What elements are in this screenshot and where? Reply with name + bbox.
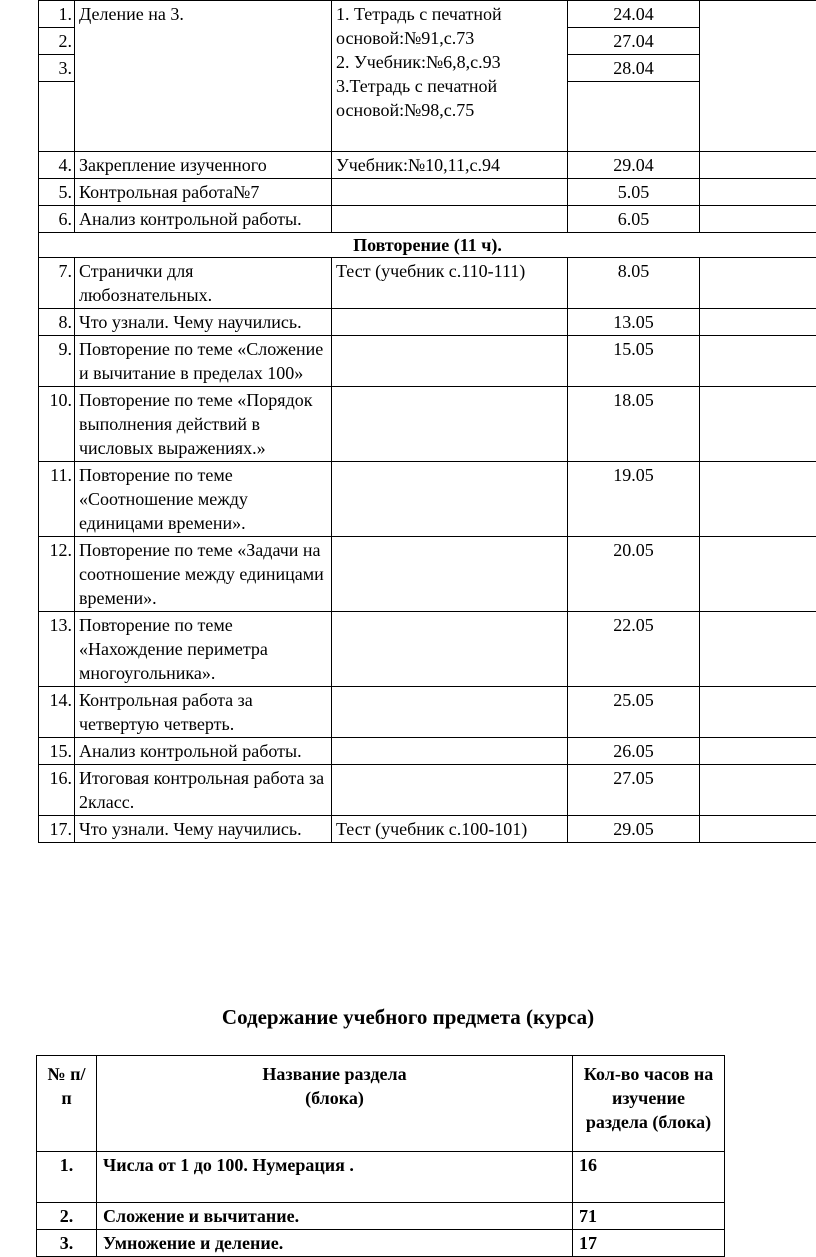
lesson-material: Тест (учебник с.110-111)	[332, 258, 568, 309]
lesson-material	[332, 462, 568, 537]
table-row	[39, 336, 816, 387]
plan-rows-repetition	[39, 258, 816, 843]
header-hours: Кол-во часов на изучение раздела (блока)	[573, 1056, 725, 1152]
lesson-material	[332, 309, 568, 336]
section-title: Повторение (11 ч).	[39, 233, 816, 258]
row-number: 6.	[39, 206, 75, 233]
lesson-date: 29.05	[568, 816, 700, 843]
table-row	[39, 152, 816, 179]
lesson-material: Тест (учебник с.100-101)	[332, 816, 568, 843]
notes-cell	[700, 336, 816, 387]
lesson-date: 8.05	[568, 258, 700, 309]
row-number: 5.	[39, 179, 75, 206]
row-number: 1.	[37, 1152, 97, 1203]
lesson-date: 27.04	[568, 28, 700, 55]
row-number: 3.	[39, 55, 75, 82]
lesson-material	[332, 738, 568, 765]
lesson-date: 13.05	[568, 309, 700, 336]
material-line: 1. Тетрадь с печатной основой:№91,с.73	[336, 4, 502, 48]
table-row	[39, 462, 816, 537]
lesson-topic: Повторение по теме «Сложение и вычитание в пределах 100»	[75, 336, 332, 387]
lesson-topic: Повторение по теме «Порядок выполнения действий в числовых выражениях.»	[75, 387, 332, 462]
notes-cell	[700, 152, 816, 179]
lesson-date: 6.05	[568, 206, 700, 233]
lesson-material	[332, 765, 568, 816]
lesson-topic: Деление на 3.	[75, 1, 332, 152]
lesson-date: 18.05	[568, 387, 700, 462]
table-row	[39, 765, 816, 816]
lesson-date: 27.05	[568, 765, 700, 816]
table-row	[39, 687, 816, 738]
section-name: Умножение и деление.	[97, 1230, 573, 1257]
section-hours: 17	[573, 1230, 725, 1257]
table-row	[39, 206, 816, 233]
row-number: 2.	[37, 1203, 97, 1230]
table-row	[39, 612, 816, 687]
notes-cell	[700, 206, 816, 233]
notes-cell	[700, 738, 816, 765]
section-hours: 16	[573, 1152, 725, 1203]
notes-cell	[700, 612, 816, 687]
row-number: 8.	[39, 309, 75, 336]
lesson-date: 29.04	[568, 152, 700, 179]
lesson-date: 25.05	[568, 687, 700, 738]
table-row	[39, 387, 816, 462]
lesson-material	[332, 336, 568, 387]
header-num: № п/п	[37, 1056, 97, 1152]
header-row	[37, 1056, 725, 1152]
row-number: 14.	[39, 687, 75, 738]
lesson-date: 26.05	[568, 738, 700, 765]
table-row	[39, 309, 816, 336]
section-row	[39, 233, 816, 258]
header-section-name: Название раздела (блока)	[97, 1056, 573, 1152]
lesson-topic: Анализ контрольной работы.	[75, 738, 332, 765]
notes-cell	[700, 687, 816, 738]
row-number: 10.	[39, 387, 75, 462]
table-row	[37, 1230, 725, 1257]
notes-cell	[700, 1, 816, 152]
lesson-date: 22.05	[568, 612, 700, 687]
lesson-plan-table	[38, 0, 816, 843]
row-number: 4.	[39, 152, 75, 179]
lesson-date: 28.04	[568, 55, 700, 82]
material-line: 3.Тетрадь с печатной основой:№98,с.75	[336, 76, 498, 120]
table-row	[37, 1152, 725, 1203]
table-row	[39, 258, 816, 309]
lesson-date: 19.05	[568, 462, 700, 537]
lesson-topic: Повторение по теме «Нахождение периметра многоугольника».	[75, 612, 332, 687]
lesson-material	[332, 1, 568, 152]
notes-cell	[700, 765, 816, 816]
lesson-material	[332, 687, 568, 738]
lesson-material	[332, 206, 568, 233]
lesson-topic: Что узнали. Чему научились.	[75, 309, 332, 336]
lesson-material	[332, 537, 568, 612]
lesson-date: 5.05	[568, 179, 700, 206]
material-line: 2. Учебник:№6,8,с.93	[336, 52, 501, 72]
lesson-date: 24.04	[568, 1, 700, 28]
lesson-material	[332, 612, 568, 687]
row-number: 15.	[39, 738, 75, 765]
row-number: 9.	[39, 336, 75, 387]
row-number: 16.	[39, 765, 75, 816]
notes-cell	[700, 816, 816, 843]
table-row	[37, 1203, 725, 1230]
lesson-material	[332, 179, 568, 206]
lesson-topic: Анализ контрольной работы.	[75, 206, 332, 233]
table-row	[39, 816, 816, 843]
lesson-topic: Контрольная работа№7	[75, 179, 332, 206]
table-row	[39, 1, 816, 28]
lesson-topic: Итоговая контрольная работа за 2класс.	[75, 765, 332, 816]
lesson-topic: Закрепление изученного	[75, 152, 332, 179]
content-heading: Содержание учебного предмета (курса)	[221, 1005, 595, 1029]
lesson-date: 15.05	[568, 336, 700, 387]
row-number: 11.	[39, 462, 75, 537]
notes-cell	[700, 179, 816, 206]
row-number: 2.	[39, 28, 75, 55]
lesson-date: 20.05	[568, 537, 700, 612]
notes-cell	[700, 258, 816, 309]
lesson-material	[332, 387, 568, 462]
table-row	[39, 537, 816, 612]
section-name: Сложение и вычитание.	[97, 1203, 573, 1230]
section-name: Числа от 1 до 100. Нумерация .	[97, 1152, 573, 1203]
row-number: 13.	[39, 612, 75, 687]
table-row	[39, 179, 816, 206]
row-number: 17.	[39, 816, 75, 843]
lesson-topic: Что узнали. Чему научились.	[75, 816, 332, 843]
lesson-topic: Контрольная работа за четвертую четверть.	[75, 687, 332, 738]
row-number: 7.	[39, 258, 75, 309]
table-row	[39, 738, 816, 765]
notes-cell	[700, 309, 816, 336]
course-content-table	[36, 1055, 725, 1257]
lesson-topic: Странички для любознательных.	[75, 258, 332, 309]
notes-cell	[700, 462, 816, 537]
row-number: 1.	[39, 1, 75, 28]
notes-cell	[700, 537, 816, 612]
lesson-material: Учебник:№10,11,с.94	[332, 152, 568, 179]
row-number: 12.	[39, 537, 75, 612]
section-hours: 71	[573, 1203, 725, 1230]
row-number: 3.	[37, 1230, 97, 1257]
lesson-topic: Повторение по теме «Соотношение между единицами времени».	[75, 462, 332, 537]
lesson-topic: Повторение по теме «Задачи на соотношение между единицами времени».	[75, 537, 332, 612]
notes-cell	[700, 387, 816, 462]
